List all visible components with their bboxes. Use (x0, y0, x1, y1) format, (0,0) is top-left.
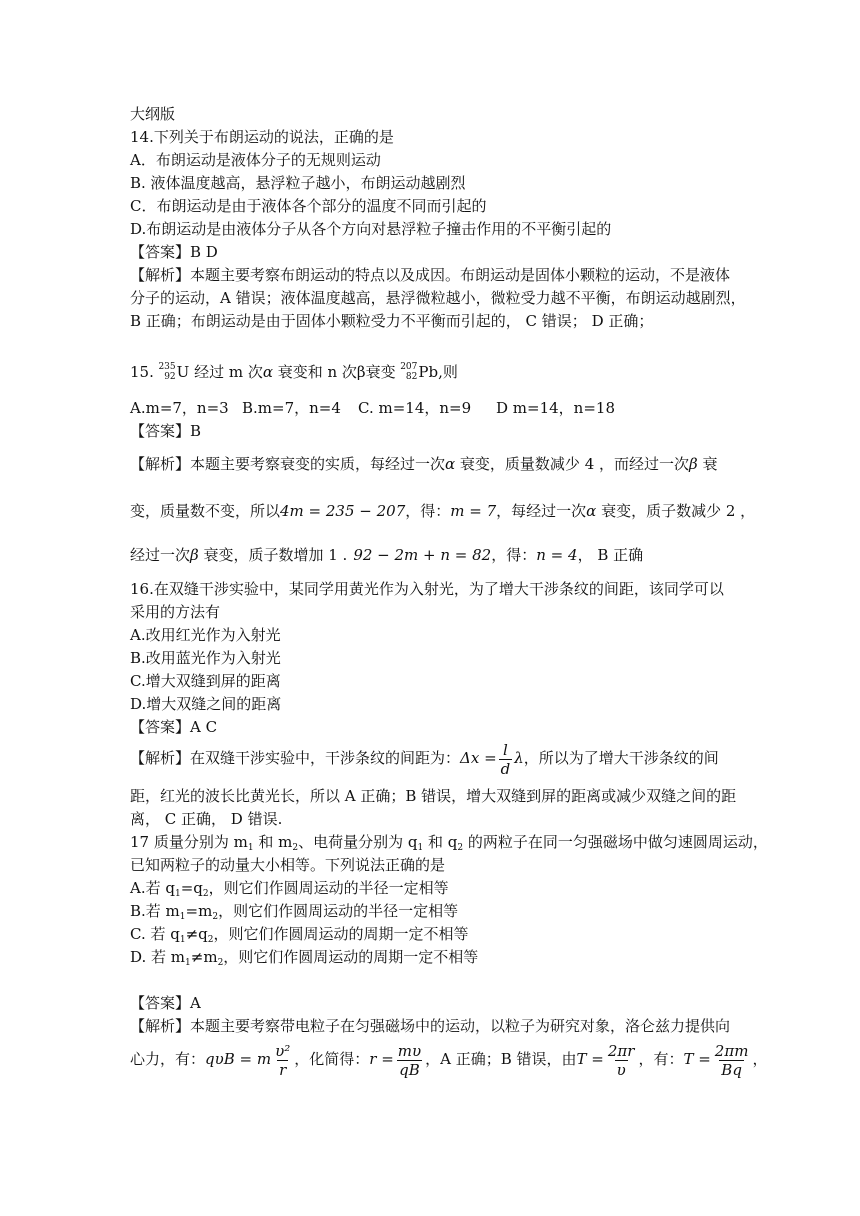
q17-stem-text: 17 质量分别为 m (130, 833, 248, 851)
q17-analysis-line-1: 【解析】本题主要考察带电粒子在匀强磁场中的运动，以粒子为研究对象，洛仑兹力提供向 (130, 1017, 731, 1035)
fraction-denominator: υ (616, 1060, 626, 1079)
period-lhs: T = (576, 1050, 604, 1068)
option-text: ，则它们作圆周运动的周期一定不相等 (213, 925, 469, 943)
q15-analysis-line-1 (130, 454, 717, 474)
lead-nuclide (400, 362, 418, 382)
lambda-symbol: λ (514, 749, 524, 767)
q14-option-d: D.布朗运动是由液体分子从各个方向对悬浮粒子撞击作用的不平衡引起的 (130, 220, 612, 238)
subscript: 1 (179, 935, 186, 945)
fraction-numerator: 2πm (714, 1041, 749, 1060)
fraction-numerator: 2πr (607, 1041, 635, 1060)
subscript: 2 (202, 889, 209, 899)
q16-analysis-line-2: 距，红光的波长比黄光长，所以 A 正确；B 错误，增大双缝到屏的距离或减少双缝之间的距 (130, 787, 737, 805)
option-text: ≠q (185, 925, 208, 943)
q16-analysis-line-3: 离， C 正确， D 错误. (130, 810, 283, 828)
option-text: D. 若 m (130, 948, 186, 966)
q16-option-b: B.改用蓝光作为入射光 (130, 649, 281, 667)
q15-number: 15. (130, 363, 154, 381)
v-squared-over-r (273, 1042, 292, 1079)
period-lhs: T = (683, 1050, 711, 1068)
q17-answer: 【答案】A (130, 994, 201, 1012)
q17-stem-text: 和 m (253, 833, 293, 851)
subscript: 1 (247, 843, 254, 853)
subscript: 2 (457, 843, 464, 853)
q16-analysis-line-1 (130, 740, 719, 780)
fraction-denominator: r (279, 1060, 287, 1079)
q17-stem-text: 和 q (423, 833, 458, 851)
q14-analysis-line-3: B 正确；布朗运动是由于固体小颗粒受力不平衡而引起的， C 错误； D 正确； (130, 312, 654, 330)
m-result: m = 7 (450, 502, 497, 520)
alpha-symbol: α (262, 363, 273, 381)
edition-label: 大纲版 (130, 105, 176, 123)
q16-option-d: D.增大双缝之间的距离 (130, 695, 282, 713)
q17-a2-end: ， (752, 1050, 768, 1068)
q15-option-c: C. m=14，n=9 (358, 399, 472, 417)
subscript: 1 (179, 912, 186, 922)
beta-symbol: β (689, 455, 698, 473)
q16-a1-end: ，所以为了增大干涉条纹的间 (523, 749, 719, 767)
q15-option-a: A.m=7，n=3 (130, 399, 229, 417)
option-text: ≠m (190, 948, 218, 966)
q15-a3-end: ， B 正确 (577, 546, 644, 564)
q15-a3-text: 经过一次 (130, 546, 191, 564)
u-symbol: U (176, 363, 190, 381)
alpha-symbol: α (445, 455, 456, 473)
pb-atomic-number: 82 (405, 372, 418, 382)
period-fraction-1 (606, 1042, 637, 1079)
lorentz-force-equation: qυB = m (205, 1050, 272, 1068)
q17-stem-text: 的两粒子在同一匀强磁场中做匀速圆周运动， (463, 833, 768, 851)
option-text: ，则它们作圆周运动的半径一定相等 (208, 879, 449, 897)
subscript: 1 (417, 843, 424, 853)
q15-a3-mid2: ，得： (491, 546, 537, 564)
q17-option-b (130, 901, 458, 924)
subscript: 2 (212, 912, 219, 922)
option-text: C. 若 q (130, 925, 180, 943)
subscript: 2 (292, 843, 299, 853)
q14-analysis-line-1: 【解析】本题主要考察布朗运动的特点以及成因。布朗运动是固体小颗粒的运动，不是液体 (130, 266, 731, 284)
uranium-nuclide (159, 362, 177, 382)
pb-mass-number: 207 (400, 362, 418, 372)
q15-option-d: D m=14，n=18 (496, 399, 615, 417)
subscript: 1 (174, 889, 181, 899)
subscript: 1 (185, 958, 191, 968)
q16-stem-line-2: 采用的方法有 (130, 603, 221, 621)
n-result: n = 4 (536, 546, 578, 564)
fraction-denominator: Bq (721, 1060, 742, 1079)
subscript: 2 (217, 958, 224, 968)
option-text: ，则它们作圆周运动的周期一定不相等 (223, 948, 479, 966)
option-text: ，则它们作圆周运动的半径一定相等 (218, 902, 459, 920)
q15-a1-mid: 衰变，质量数减少 4 ，而经过一次 (455, 455, 690, 473)
q15-analysis-line-3 (130, 545, 643, 565)
fringe-spacing-lhs: Δx = (460, 749, 497, 767)
q17-a2-mid2: ，A 正确；B 错误，由 (425, 1050, 577, 1068)
fraction-numerator: υ² (275, 1041, 291, 1060)
q15-a2-text: 变，质量数不变，所以 (130, 502, 281, 520)
q17-stem-line-1 (130, 832, 768, 855)
option-text: =m (185, 902, 213, 920)
q15-answer: 【答案】B (130, 422, 202, 440)
option-text: B.若 m (130, 902, 180, 920)
q16-stem-line-1: 16.在双缝干涉实验中，某同学用黄光作为入射光，为了增大干涉条纹的间距，该同学可以 (130, 580, 724, 598)
q17-a2-text: 心力，有： (130, 1050, 206, 1068)
q17-stem-text: 、电荷量分别为 q (298, 833, 418, 851)
q14-option-a: A．布朗运动是液体分子的无规则运动 (130, 151, 381, 169)
alpha-symbol: α (586, 502, 597, 520)
option-text: =q (180, 879, 203, 897)
mass-equation: 4m = 235 − 207 (280, 502, 406, 520)
radius-fraction (396, 1042, 423, 1079)
subscript: 2 (207, 935, 214, 945)
radius-lhs: r = (369, 1050, 394, 1068)
q15-a2-mid2: ，每经过一次 (496, 502, 587, 520)
fraction-numerator: l (503, 740, 508, 759)
q17-option-a (130, 878, 449, 901)
fraction-numerator: mυ (397, 1041, 422, 1060)
l-over-d-fraction (499, 741, 513, 778)
q15-stem (130, 362, 458, 382)
option-text: A.若 q (130, 879, 175, 897)
q14-answer: 【答案】B D (130, 243, 218, 261)
q17-analysis-line-2 (130, 1040, 767, 1084)
beta-symbol: β (190, 546, 199, 564)
q15-options (130, 398, 615, 418)
q14-analysis-line-2: 分子的运动，A 错误；液体温度越高，悬浮微粒越小，微粒受力越不平衡，布朗运动越剧烈， (130, 289, 746, 307)
fraction-denominator: d (500, 759, 511, 778)
q16-option-a: A.改用红光作为入射光 (130, 626, 281, 644)
q15-a1-text: 【解析】本题主要考察衰变的实质，每经过一次 (130, 455, 446, 473)
q17-option-d (130, 947, 478, 970)
q16-a1-text: 【解析】在双缝干涉实验中，干涉条纹的间距为： (130, 749, 461, 767)
q14-option-c: C．布朗运动是由于液体各个部分的温度不同而引起的 (130, 197, 487, 215)
q17-stem-line-2: 已知两粒子的动量大小相等。下列说法正确的是 (130, 856, 446, 874)
q15-a2-end: 衰变，质子数减少 2 ， (596, 502, 756, 520)
q15-stem-mid: 经过 m 次 (189, 363, 263, 381)
fraction-denominator: qB (399, 1060, 420, 1079)
q15-analysis-line-2 (130, 501, 755, 521)
q15-stem-mid2: 衰变和 n 次β衰变 (272, 363, 401, 381)
q15-a2-mid: ，得： (405, 502, 451, 520)
q17-a2-mid: ，化简得： (294, 1050, 370, 1068)
q17-a2-mid3: ，有： (638, 1050, 684, 1068)
u-mass-number: 235 (158, 362, 176, 372)
q16-option-c: C.增大双缝到屏的距离 (130, 672, 281, 690)
period-fraction-2 (713, 1042, 751, 1079)
q15-option-b: B.m=7，n=4 (242, 399, 341, 417)
u-atomic-number: 92 (164, 372, 176, 382)
q15-a1-end: 衰 (697, 455, 718, 473)
q15-a3-mid: 衰变，质子数增加 1 . (198, 546, 348, 564)
q16-answer: 【答案】A C (130, 718, 218, 736)
q14-option-b: B. 液体温度越高，悬浮粒子越小，布朗运动越剧烈 (130, 174, 466, 192)
q17-option-c (130, 924, 469, 947)
charge-equation: 92 − 2m + n = 82 (353, 546, 492, 564)
q14-stem: 14.下列关于布朗运动的说法，正确的是 (130, 128, 394, 146)
pb-symbol: Pb,则 (418, 363, 458, 381)
